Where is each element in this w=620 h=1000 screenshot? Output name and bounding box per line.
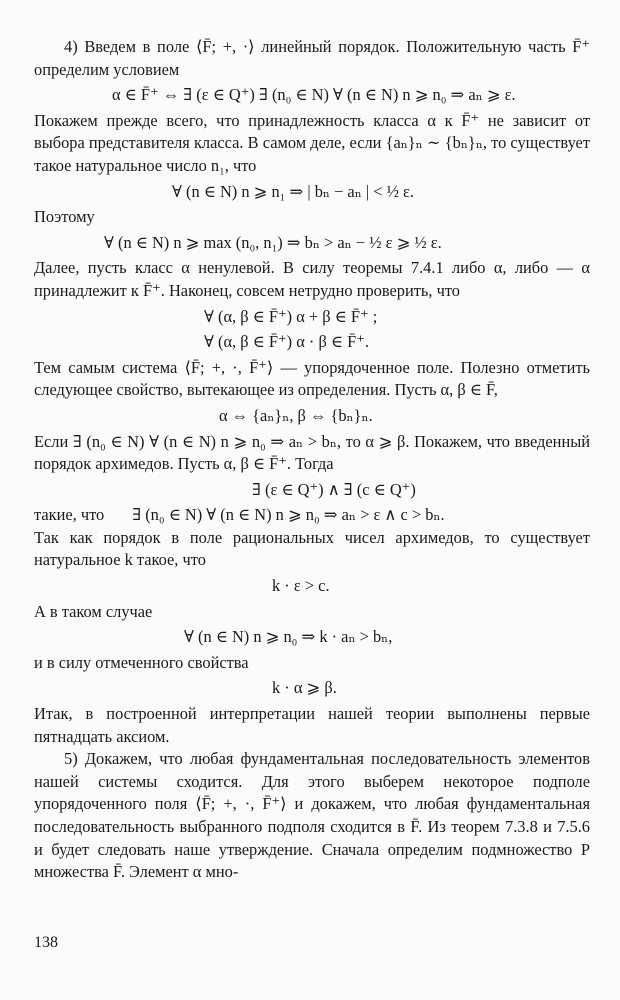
paragraph: Далее, пусть класс α ненулевой. В силу теоремы 7.4.1 либо α, либо — α принадлежит к F̄⁺. Наконец, совсем нетрудно проверить, что xyxy=(34,258,590,300)
formula: α ⇔ {aₙ}ₙ, β ⇔ {bₙ}ₙ. xyxy=(219,405,373,425)
formula: ∀ (n ∈ N) n ⩾ n₀ ⇒ k · aₙ > bₙ, xyxy=(184,627,393,647)
paragraph: Итак, в построенной интерпретации нашей теории выполнены первые пятнадцать аксиом. xyxy=(34,704,590,746)
formula: k · α ⩾ β. xyxy=(272,678,337,698)
paragraph: 4) Введем в поле ⟨F̄; +, ·⟩ линейный порядок. Положительную часть F̄⁺ определим условием xyxy=(34,37,590,79)
formula: ∀ (n ∈ N) n ⩾ n₁ ⇒ | bₙ − aₙ | < ½ ε. xyxy=(172,181,414,201)
page-body xyxy=(34,36,590,884)
formula: ∀ (α, β ∈ F̄⁺) α + β ∈ F̄⁺ ; xyxy=(204,306,378,326)
page-number: 138 xyxy=(34,934,58,951)
formula: α ∈ F̄⁺ ⇔ ∃ (ε ∈ Q⁺) ∃ (n₀ ∈ N) ∀ (n ∈ N) n ⩾ n₀ ⇒ aₙ ⩾ ε. xyxy=(112,85,516,105)
paragraph: Покажем прежде всего, что принадлежность класса α к F̄⁺ не зависит от выбора представителя класса. В самом деле, если {aₙ}ₙ ∼ {bₙ}ₙ, то существует такое натуральное число n₁, что xyxy=(34,110,590,175)
formula-row xyxy=(34,504,590,527)
formula: ∃ (ε ∈ Q⁺) ∧ ∃ (c ∈ Q⁺) xyxy=(252,479,416,499)
paragraph: А в таком случае xyxy=(34,601,153,621)
formula: k · ε > c. xyxy=(272,576,330,596)
formula: ∀ (n ∈ N) n ⩾ max (n₀, n₁) ⇒ bₙ > aₙ − ½ ε ⩾ ½ ε. xyxy=(104,232,442,252)
formula-lead-text: такие, что xyxy=(34,505,105,525)
paragraph: Тем самым система ⟨F̄; +, ·, F̄⁺⟩ — упорядоченное поле. Полезно отметить следующее свойство, вытекающее из определения. Пусть α, β ∈ F̄, xyxy=(34,357,590,400)
formula: ∀ (α, β ∈ F̄⁺) α · β ∈ F̄⁺. xyxy=(204,332,369,352)
paragraph: и в силу отмеченного свойства xyxy=(34,652,249,672)
paragraph: Если ∃ (n₀ ∈ N) ∀ (n ∈ N) n ⩾ n₀ ⇒ aₙ > bₙ, то α ⩾ β. Покажем, что введенный порядок архимедов. Пусть α, β ∈ F̄⁺. Тогда xyxy=(34,431,590,474)
formula: ∃ (n₀ ∈ N) ∀ (n ∈ N) n ⩾ n₀ ⇒ aₙ > ε ∧ c > bₙ. xyxy=(132,505,445,525)
paragraph: 5) Докажем, что любая фундаментальная последовательность элементов нашей системы сходится. Для этого выберем некоторое подполе упорядоченного поля ⟨F̄; +, ·, F̄⁺⟩ и докажем, что любая фундаментальная последовательность выбранного подполя сходится в F̄. Из теорем 7.3.8 и 7.5.6 и будет следовать наше утверждение. Сначала определим подмножество P множества F̄. Элемент α мно- xyxy=(34,749,590,882)
paragraph: Так как порядок в поле рациональных чисел архимедов, то существует натуральное k такое, что xyxy=(34,527,590,570)
paragraph: Поэтому xyxy=(34,207,95,227)
